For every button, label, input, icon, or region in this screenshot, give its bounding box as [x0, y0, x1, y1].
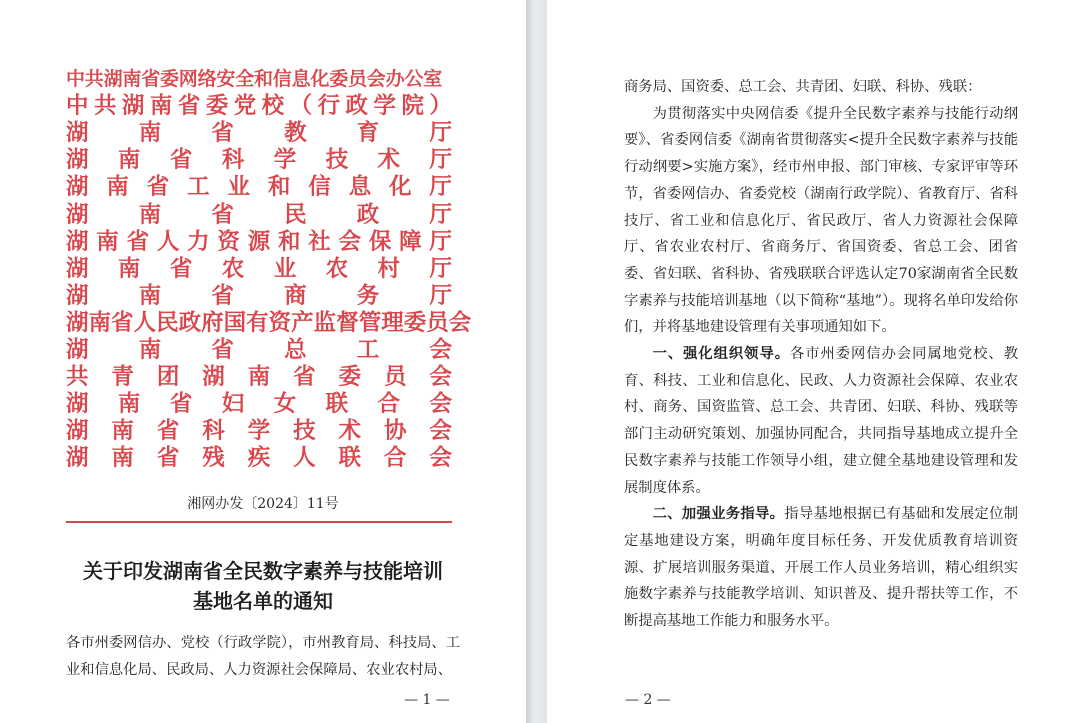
organization-line: 湖 南 省 教 育 厅: [66, 120, 452, 147]
organization-line: 湖 南 省 商 务 厅: [66, 282, 452, 309]
document-number: 湘网办发〔2024〕11号: [187, 496, 339, 512]
section-1-text: 各市州委网信办会同属地党校、教育、科技、工业和信息化、民政、人力资源社会保障、农业农村、商务、国资监管、总工会、共青团、妇联、科协、残联等部门主动研究策划、加强协同配合，共同指导基地成立提升全民数字素养与技能工作领导小组，建立健全基地建设管理和发展制度体系。: [624, 346, 1018, 496]
organization-line: 中共湖南省委网络安全和信息化委员会办公室: [66, 68, 443, 91]
red-separator-line: [66, 521, 452, 523]
document-page-1: [0, 0, 526, 723]
document-title: [40, 556, 486, 616]
organization-line: 中 共 湖 南 省 委 党 校 （ 行 政 学 院 ）: [66, 93, 452, 120]
organization-line: 湖 南 省 妇 女 联 合 会: [66, 391, 452, 418]
section-2-text: 指导基地根据已有基础和发展定位制定基地建设方案，明确年度目标任务、开发优质教育培训资源、扩展培训服务渠道、开展工作人员业务培训，精心组织实施数字素养与技能教学培训、知识普及、提升帮扶等工作，不断提高基地工作能力和服务水平。: [624, 506, 1019, 630]
organization-line: 湖 南 省 总 工 会: [66, 336, 452, 363]
section-1-paragraph: [624, 341, 1018, 501]
section-2-paragraph: [624, 501, 1018, 635]
section-2-heading: 二、加强业务指导。: [652, 506, 785, 523]
organization-line: 湖 南 省 科 学 技 术 协 会: [66, 418, 452, 445]
organization-line: 湖 南 省 残 疾 人 联 合 会: [66, 445, 452, 472]
organization-line: 湖 南 省 工 业 和 信 息 化 厅: [66, 174, 452, 201]
page-gap: [526, 0, 547, 723]
organization-line: 湖 南 省 人 民 政 府 国 有 资 产 监 督 管 理 委 员 会: [66, 309, 472, 336]
organization-line: 湖 南 省 民 政 厅: [66, 201, 452, 228]
document-title-line-2: 基地名单的通知: [193, 589, 333, 613]
page-2-body: [624, 74, 1018, 635]
recipients-text: 各市州委网信办、党校（行政学院），市州教育局、科技局、工业和信息化局、民政局、人力资源社会保障局、农业农村局、: [66, 635, 460, 678]
intro-paragraph: 为贯彻落实中央网信委《提升全民数字素养与技能行动纲要》、省委网信委《湖南省贯彻落实<提升全民数字素养与技能行动纲要>实施方案》，经市州申报、部门审核、专家评审等环节，省委网信办、省委党校（湖南行政学院）、省教育厅、省科技厅、省工业和信息化厅、省民政厅、省人力资源社会保障厅、省农业农村厅、省商务厅、省国资委、省总工会、团省委、省妇联、省科协、省残联联合评选认定70家湖南省全民数字素养与技能培训基地（以下简称“基地”）。现将名单印发给你们，并将基地建设管理有关事项通知如下。: [624, 105, 1018, 336]
page-number-2: — 2 —: [625, 692, 671, 708]
organization-line: 湖 南 省 科 学 技 术 厅: [66, 147, 452, 174]
document-page-2: [547, 0, 1079, 723]
organization-line: 湖 南 省 人 力 资 源 和 社 会 保 障 厅: [66, 228, 452, 255]
section-1-heading: 一、强化组织领导。: [652, 346, 790, 363]
organization-line: 共 青 团 湖 南 省 委 员 会: [66, 364, 452, 391]
page-number-1: — 1 —: [404, 692, 450, 708]
organization-line: 湖 南 省 农 业 农 村 厅: [66, 255, 452, 282]
recipients-continued: 商务局、国资委、总工会、共青团、妇联、科协、残联：: [624, 79, 982, 95]
issuing-organizations: [66, 66, 472, 472]
document-title-line-1: 关于印发湖南省全民数字素养与技能培训: [83, 559, 443, 583]
